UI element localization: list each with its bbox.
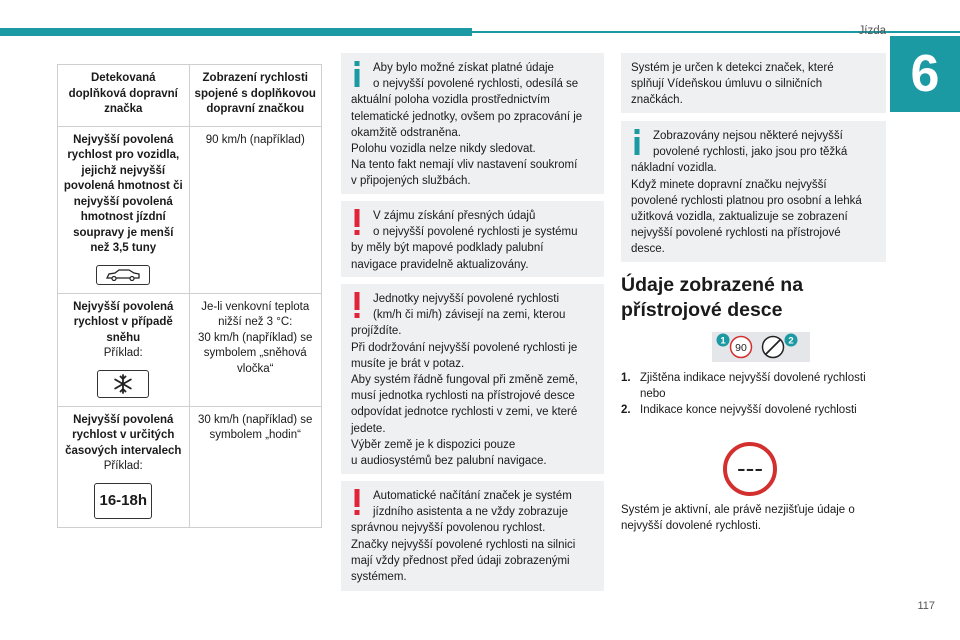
plain-note [621,53,886,113]
inactive-speed-sign [722,441,778,497]
header-accent-line [472,31,960,33]
note-line: mají vždy přednost před údaji zobrazenými [351,554,570,567]
row-title: Nejvyšší povolená rychlost pro vozidla, jejichž nejvyšší povolená hmotnost či nejvyšší povolená hmotnost jízdní soupravy je menší než 3,5 tuny [63,133,183,254]
note-line: okamžitě odstraněna. [351,126,461,139]
note-line: Zobrazovány nejsou některé nejvyšší [653,130,843,142]
note-line: (km/h či mi/h) závisejí na zemi, kterou [373,309,566,322]
chapter-number: 6 [890,36,960,112]
dashboard-figure [712,332,810,362]
callout-badge-1-label: 1 [720,335,726,347]
warning-icon [347,209,367,235]
snowflake-icon [97,370,149,398]
callout-badge-2-label: 2 [788,335,794,347]
note-line: nákladní vozidla. [631,162,717,175]
list-text: Indikace konce nejvyšší dovolené rychlosti [640,404,857,417]
time-interval-sign: 16-18h [94,483,152,519]
table-row [58,294,321,407]
note-line: povolené rychlosti platnou pro osobní a lehká [631,194,862,207]
page-number: 117 [917,600,935,612]
table-row [58,407,321,527]
note-line: Jednotky nejvyšší povolené rychlosti [373,293,560,305]
note-line: systémem. [351,571,407,584]
note-line: Aby bylo možné získat platné údaje [373,62,554,74]
note-line: správnou nejvyšší povolenou rychlost. [351,522,546,535]
note-line: navigace pravidelně aktualizovány. [351,258,529,271]
warning-note [341,481,604,591]
row-example-label: Příklad: [103,460,143,472]
list-item [621,370,886,402]
note-line: Automatické načítání značek je systém [373,490,572,502]
list-item [621,402,886,418]
table-header-left: Detekovaná doplňková dopravní značka [58,65,190,126]
list-number: 2. [621,404,631,417]
warning-icon [347,292,367,318]
note-line: Aby systém řádně fungoval při změně země, [351,374,578,387]
list-text: Zjištěna indikace nejvyšší dovolené rychlosti nebo [640,372,866,401]
note-line: Značky nejvyšší povolené rychlosti na silnici [351,538,576,551]
warning-note [341,201,604,277]
note-line: musíte je brát v potaz. [351,357,465,370]
note-line: aktuální poloha vozidla prostřednictvím [351,94,550,107]
table-row [58,127,321,294]
car-icon [96,265,150,285]
note-line: Na tento fakt nemají vliv nastavení soukromí [351,159,578,172]
note-line: splňují Vídeňskou úmluvu o silničních [631,78,823,91]
table-header-row [58,65,321,127]
header-accent-bar [0,28,472,36]
note-line: o nejvyšší povolené rychlosti, odesílá se [373,78,579,91]
row-example-label: Příklad: [103,347,143,359]
info-note [621,121,886,262]
warning-note [341,284,604,474]
note-line: v připojených službách. [351,175,471,188]
row-title: Nejvyšší povolená rychlost v určitých časových intervalech [65,413,182,457]
legend-list [621,370,886,419]
sign-table [57,64,322,528]
inactive-sign-dashes: --- [737,453,763,483]
note-line: V zájmu získání přesných údajů [373,210,536,222]
note-line: Polohu vozidla nelze nikdy sledovat. [351,143,536,156]
status-paragraph: Systém je aktivní, ale právě nezjišťuje údaje o nejvyšší dovolené rychlosti. [621,504,855,533]
row-title: Nejvyšší povolená rychlost v případě sněhu [73,300,174,344]
note-line: užitková vozidla, zaktualizuje se zobrazení [631,211,848,224]
note-line: telematické jednotky, ovšem po zpracování je [351,110,583,123]
note-line: Výběr země je k dispozici pouze [351,438,516,451]
note-line: odpovídat jednotce rychlosti v zemi, ve které [351,406,578,419]
warning-icon [347,489,367,515]
info-note [341,53,604,194]
row-display-text: 30 km/h (například) se symbolem „sněhová vločka“ [198,331,313,375]
row-display-text: 90 km/h (například) [205,133,305,146]
note-line: Systém je určen k detekci značek, které [631,62,834,74]
note-line: jízdního asistenta a ne vždy zobrazuje [373,506,568,519]
note-line: značkách. [631,94,683,107]
note-line: desce. [631,243,665,256]
row-display-text: 30 km/h (například) se symbolem „hodin“ [198,413,313,441]
note-line: nejvyšší povolené rychlosti na přístrojové [631,227,841,240]
info-icon [627,129,647,155]
note-line: projíždíte. [351,325,402,338]
note-line: Při dodržování nejvyšší povolené rychlosti je [351,341,578,354]
note-line: o nejvyšší povolené rychlosti je systému [373,226,578,239]
section-title: Jízda [858,25,886,37]
note-line: by měly být mapové podklady palubní [351,242,544,255]
speed-value: 90 [735,342,747,354]
list-number: 1. [621,372,631,384]
row-display-text: Je-li venkovní teplota nižší než 3 °C: [201,300,310,328]
section-heading: Údaje zobrazené na přístrojové desce [621,274,804,321]
note-line: Když minete dopravní značku nejvyšší [631,178,827,191]
note-line: musí jednotka rychlosti na přístrojové desce [351,390,575,403]
note-line: u audiosystémů bez palubní navigace. [351,455,547,468]
note-line: povolené rychlosti, jako jsou pro těžká [653,146,848,159]
table-header-right: Zobrazení rychlosti spojené s doplňkovou dopravní značkou [194,72,316,115]
info-icon [347,61,367,87]
note-line: jedete. [351,422,386,435]
